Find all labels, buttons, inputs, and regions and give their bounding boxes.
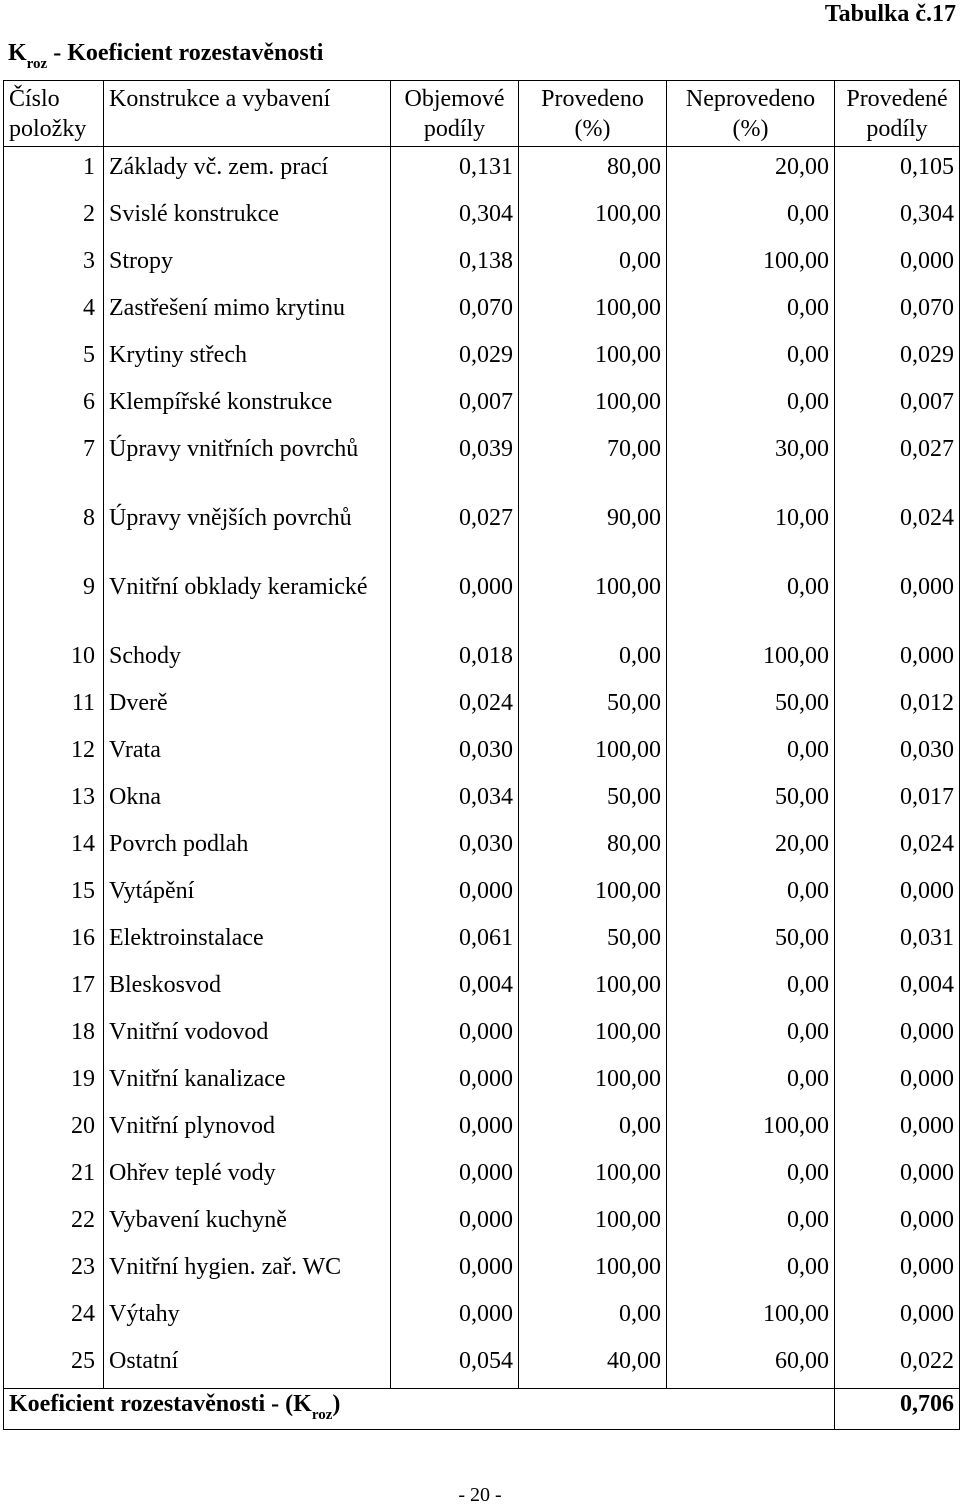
- row-not-done-percent: 0,00: [667, 1012, 835, 1059]
- row-construction-name: Zastřešení mimo krytinu: [104, 288, 391, 335]
- row-done-share: 0,027: [835, 429, 960, 498]
- row-not-done-percent: 60,00: [667, 1341, 835, 1389]
- total-row: [4, 1389, 960, 1430]
- table-row: [4, 777, 960, 824]
- row-number: 17: [4, 965, 104, 1012]
- row-number: 24: [4, 1294, 104, 1341]
- table-row: [4, 498, 960, 567]
- table-row: [4, 730, 960, 777]
- row-done-share: 0,000: [835, 636, 960, 683]
- row-number: 22: [4, 1200, 104, 1247]
- table-row: [4, 636, 960, 683]
- row-volume-share: 0,131: [391, 147, 519, 195]
- row-construction-name: Bleskosvod: [104, 965, 391, 1012]
- row-construction-name: Úpravy vnitřních povrchů: [104, 429, 391, 498]
- col-header-not-done-percent: Neprovedeno (%): [667, 81, 835, 147]
- row-done-percent: 100,00: [519, 965, 667, 1012]
- table-row: [4, 871, 960, 918]
- table-body: [4, 147, 960, 1389]
- row-done-share: 0,000: [835, 567, 960, 636]
- row-done-percent: 40,00: [519, 1341, 667, 1389]
- row-done-percent: 100,00: [519, 1200, 667, 1247]
- row-done-share: 0,000: [835, 1294, 960, 1341]
- row-construction-name: Úpravy vnějších povrchů: [104, 498, 391, 567]
- row-number: 21: [4, 1153, 104, 1200]
- row-done-share: 0,012: [835, 683, 960, 730]
- row-construction-name: Stropy: [104, 241, 391, 288]
- row-volume-share: 0,029: [391, 335, 519, 382]
- row-done-percent: 100,00: [519, 194, 667, 241]
- row-done-percent: 100,00: [519, 1153, 667, 1200]
- row-volume-share: 0,000: [391, 1153, 519, 1200]
- table-row: [4, 1153, 960, 1200]
- row-volume-share: 0,034: [391, 777, 519, 824]
- row-construction-name: Krytiny střech: [104, 335, 391, 382]
- row-not-done-percent: 100,00: [667, 241, 835, 288]
- row-done-share: 0,004: [835, 965, 960, 1012]
- col-header-construction: Konstrukce a vybavení: [104, 81, 391, 147]
- row-done-share: 0,105: [835, 147, 960, 195]
- row-done-share: 0,000: [835, 1200, 960, 1247]
- col-header-volume-share: Objemové podíly: [391, 81, 519, 147]
- row-number: 14: [4, 824, 104, 871]
- col-header-done-share: Provedené podíly: [835, 81, 960, 147]
- row-done-percent: 70,00: [519, 429, 667, 498]
- row-construction-name: Vytápění: [104, 871, 391, 918]
- row-not-done-percent: 30,00: [667, 429, 835, 498]
- row-number: 5: [4, 335, 104, 382]
- row-construction-name: Elektroinstalace: [104, 918, 391, 965]
- row-construction-name: Svislé konstrukce: [104, 194, 391, 241]
- row-done-share: 0,024: [835, 824, 960, 871]
- row-done-percent: 100,00: [519, 288, 667, 335]
- row-not-done-percent: 50,00: [667, 918, 835, 965]
- row-construction-name: Okna: [104, 777, 391, 824]
- row-construction-name: Základy vč. zem. prací: [104, 147, 391, 195]
- row-volume-share: 0,061: [391, 918, 519, 965]
- row-done-share: 0,031: [835, 918, 960, 965]
- row-done-percent: 100,00: [519, 335, 667, 382]
- row-number: 1: [4, 147, 104, 195]
- row-volume-share: 0,007: [391, 382, 519, 429]
- table-row: [4, 1341, 960, 1389]
- row-volume-share: 0,000: [391, 567, 519, 636]
- row-volume-share: 0,000: [391, 1106, 519, 1153]
- row-done-share: 0,070: [835, 288, 960, 335]
- row-number: 11: [4, 683, 104, 730]
- row-done-share: 0,000: [835, 241, 960, 288]
- row-done-percent: 0,00: [519, 1106, 667, 1153]
- row-construction-name: Dverě: [104, 683, 391, 730]
- header-row: [4, 81, 960, 147]
- table-row: [4, 1294, 960, 1341]
- row-done-share: 0,000: [835, 871, 960, 918]
- row-not-done-percent: 0,00: [667, 382, 835, 429]
- row-not-done-percent: 0,00: [667, 1153, 835, 1200]
- row-not-done-percent: 0,00: [667, 965, 835, 1012]
- table-row: [4, 194, 960, 241]
- row-done-share: 0,017: [835, 777, 960, 824]
- row-number: 16: [4, 918, 104, 965]
- row-done-percent: 80,00: [519, 824, 667, 871]
- row-not-done-percent: 10,00: [667, 498, 835, 567]
- row-number: 10: [4, 636, 104, 683]
- row-not-done-percent: 100,00: [667, 636, 835, 683]
- row-done-percent: 100,00: [519, 382, 667, 429]
- row-done-percent: 0,00: [519, 241, 667, 288]
- row-number: 9: [4, 567, 104, 636]
- row-done-percent: 100,00: [519, 1012, 667, 1059]
- row-not-done-percent: 0,00: [667, 1200, 835, 1247]
- row-volume-share: 0,138: [391, 241, 519, 288]
- row-number: 2: [4, 194, 104, 241]
- row-number: 19: [4, 1059, 104, 1106]
- row-done-percent: 100,00: [519, 871, 667, 918]
- row-done-percent: 50,00: [519, 777, 667, 824]
- row-construction-name: Vnitřní kanalizace: [104, 1059, 391, 1106]
- row-not-done-percent: 20,00: [667, 147, 835, 195]
- row-number: 12: [4, 730, 104, 777]
- row-number: 20: [4, 1106, 104, 1153]
- row-done-percent: 0,00: [519, 1294, 667, 1341]
- row-volume-share: 0,000: [391, 1059, 519, 1106]
- table-row: [4, 147, 960, 195]
- row-done-percent: 50,00: [519, 683, 667, 730]
- row-done-share: 0,304: [835, 194, 960, 241]
- title-subscript: roz: [26, 56, 48, 72]
- row-construction-name: Schody: [104, 636, 391, 683]
- row-number: 8: [4, 498, 104, 567]
- row-not-done-percent: 100,00: [667, 1294, 835, 1341]
- row-volume-share: 0,000: [391, 1294, 519, 1341]
- row-construction-name: Výtahy: [104, 1294, 391, 1341]
- row-construction-name: Klempířské konstrukce: [104, 382, 391, 429]
- row-construction-name: Vnitřní hygien. zař. WC: [104, 1247, 391, 1294]
- row-number: 13: [4, 777, 104, 824]
- total-value: 0,706: [835, 1389, 960, 1430]
- row-volume-share: 0,018: [391, 636, 519, 683]
- title-text: - Koeficient rozestavěnosti: [47, 40, 324, 66]
- row-not-done-percent: 20,00: [667, 824, 835, 871]
- row-done-percent: 90,00: [519, 498, 667, 567]
- table-row: [4, 1059, 960, 1106]
- row-construction-name: Ohřev teplé vody: [104, 1153, 391, 1200]
- total-label-subscript: roz: [311, 1407, 333, 1423]
- table-row: [4, 918, 960, 965]
- row-volume-share: 0,004: [391, 965, 519, 1012]
- row-done-share: 0,000: [835, 1012, 960, 1059]
- row-done-share: 0,000: [835, 1059, 960, 1106]
- row-done-percent: 100,00: [519, 567, 667, 636]
- row-not-done-percent: 0,00: [667, 871, 835, 918]
- row-done-share: 0,000: [835, 1153, 960, 1200]
- table-row: [4, 824, 960, 871]
- table-row: [4, 335, 960, 382]
- table-row: [4, 1012, 960, 1059]
- row-done-percent: 100,00: [519, 1059, 667, 1106]
- row-not-done-percent: 0,00: [667, 567, 835, 636]
- row-number: 6: [4, 382, 104, 429]
- table-row: [4, 1200, 960, 1247]
- row-done-share: 0,022: [835, 1341, 960, 1389]
- row-number: 4: [4, 288, 104, 335]
- row-not-done-percent: 0,00: [667, 288, 835, 335]
- row-construction-name: Vnitřní plynovod: [104, 1106, 391, 1153]
- row-volume-share: 0,027: [391, 498, 519, 567]
- row-volume-share: 0,000: [391, 1200, 519, 1247]
- table-row: [4, 241, 960, 288]
- row-construction-name: Povrch podlah: [104, 824, 391, 871]
- row-not-done-percent: 0,00: [667, 1059, 835, 1106]
- row-number: 23: [4, 1247, 104, 1294]
- row-volume-share: 0,054: [391, 1341, 519, 1389]
- total-label-end: ): [332, 1391, 341, 1417]
- row-construction-name: Vnitřní obklady keramické: [104, 567, 391, 636]
- row-done-percent: 50,00: [519, 918, 667, 965]
- row-done-share: 0,000: [835, 1106, 960, 1153]
- row-done-share: 0,030: [835, 730, 960, 777]
- coefficient-table: [3, 80, 960, 1430]
- row-volume-share: 0,039: [391, 429, 519, 498]
- table-row: [4, 965, 960, 1012]
- col-header-number: Číslo položky: [4, 81, 104, 147]
- row-volume-share: 0,304: [391, 194, 519, 241]
- row-volume-share: 0,000: [391, 1247, 519, 1294]
- title-symbol: K: [8, 40, 27, 66]
- row-construction-name: Vnitřní vodovod: [104, 1012, 391, 1059]
- col-header-done-percent: Provedeno (%): [519, 81, 667, 147]
- row-done-percent: 100,00: [519, 730, 667, 777]
- row-volume-share: 0,030: [391, 730, 519, 777]
- row-volume-share: 0,030: [391, 824, 519, 871]
- table-row: [4, 683, 960, 730]
- table-row: [4, 1106, 960, 1153]
- table-row: [4, 429, 960, 498]
- row-done-share: 0,007: [835, 382, 960, 429]
- row-not-done-percent: 0,00: [667, 1247, 835, 1294]
- row-number: 7: [4, 429, 104, 498]
- row-number: 18: [4, 1012, 104, 1059]
- row-number: 15: [4, 871, 104, 918]
- row-not-done-percent: 50,00: [667, 777, 835, 824]
- table-row: [4, 288, 960, 335]
- table-number-label: Tabulka č.17: [824, 1, 956, 27]
- row-volume-share: 0,000: [391, 871, 519, 918]
- row-volume-share: 0,070: [391, 288, 519, 335]
- table-row: [4, 567, 960, 636]
- table-row: [4, 1247, 960, 1294]
- row-done-percent: 100,00: [519, 1247, 667, 1294]
- row-done-percent: 0,00: [519, 636, 667, 683]
- row-construction-name: Vybavení kuchyně: [104, 1200, 391, 1247]
- row-construction-name: Vrata: [104, 730, 391, 777]
- row-not-done-percent: 50,00: [667, 683, 835, 730]
- row-volume-share: 0,024: [391, 683, 519, 730]
- row-not-done-percent: 0,00: [667, 730, 835, 777]
- row-not-done-percent: 0,00: [667, 335, 835, 382]
- row-done-share: 0,000: [835, 1247, 960, 1294]
- row-not-done-percent: 0,00: [667, 194, 835, 241]
- row-done-percent: 80,00: [519, 147, 667, 195]
- total-label: [4, 1389, 835, 1430]
- row-number: 25: [4, 1341, 104, 1389]
- table-row: [4, 382, 960, 429]
- page-number: - 20 -: [458, 1484, 502, 1506]
- row-done-share: 0,024: [835, 498, 960, 567]
- table-title: [8, 38, 323, 71]
- row-volume-share: 0,000: [391, 1012, 519, 1059]
- row-number: 3: [4, 241, 104, 288]
- row-done-share: 0,029: [835, 335, 960, 382]
- total-label-main: Koeficient rozestavěnosti - (K: [9, 1391, 312, 1417]
- row-not-done-percent: 100,00: [667, 1106, 835, 1153]
- row-construction-name: Ostatní: [104, 1341, 391, 1389]
